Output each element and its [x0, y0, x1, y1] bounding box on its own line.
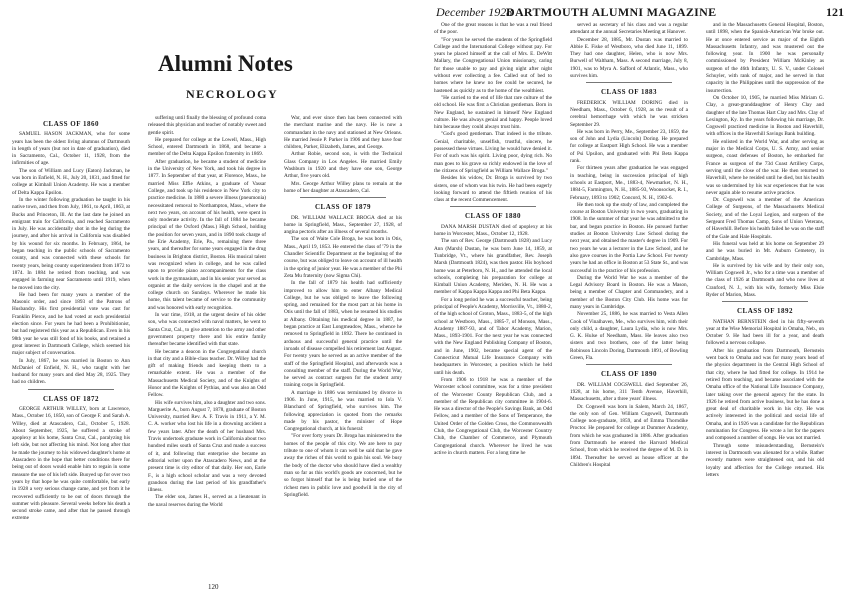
class-heading: CLASS OF 1880	[464, 212, 522, 221]
paragraph: For a long period he was a successful teacher, being principal of People's Academy, Morrisville, Vt., 1880-2, of the high school of Groton, Mass., 1883-5, of the high school at Westboro, Mass., 1885-7, of Monson, Mass., Academy 1887-93, and of Tabor Academy, Marion, Mass., 1893-1901. For the next year he was connected with the New England Publishing Company of Boston, and in June, 1902, became special agent of the Connecticut Mutual Life Insurance Company with headquarters in Worcester, a position which he held until his death.	[434, 296, 552, 376]
paragraph: The son of Rev. George (Dartmouth 1828) and Lucy Ann (Marsh) Dustan, he was born June 14, 1859, at Tunbridge, Vt., where his grandfather, Rev. Joseph Marsh (Dartmouth 1824), was then pastor. His boyhood home was at Peterboro, N. H., and he attended the local schools, completing his preparation for college at Kimball Union Academy, Meriden, N. H. He was a member of Kappa Kappa Kappa and Phi Beta Kappa.	[434, 238, 552, 296]
class-heading: CLASS OF 1879	[314, 203, 372, 212]
text-column	[12, 115, 130, 580]
page-number: 120	[208, 583, 219, 591]
paragraph: In the winter following graduation he taught in his native town, and then from July, 1861, to April, 1863, at Bucks and Princeton, Ill. At the last date he joined an emigrant train for California, and reached Sacramento in July. He was accidentally shot in the leg during the journey, and after his arrival in California was disabled by his wound for six months. In February, 1864, he began teaching in the public schools of Sacramento county, and was connected with these schools for twenty years, being county superintendent from 1872 to 1874. In 1884 he retired from teaching, and was engaged in farming near Sacramento until 1919, when he moved into the city.	[12, 196, 130, 291]
text-column	[706, 22, 824, 594]
paragraph: suffering until finally the blessing of profound coma released this physician and teacher of notably sweet and gentle spirit.	[148, 115, 266, 136]
class-heading: CLASS OF 1883	[600, 88, 658, 97]
paragraph: In July, 1867, he was married in Boston to Ann McDaniel of Enfield, N. H., who taught with her husband for many years and died May 28, 1925. They had no children.	[12, 357, 130, 386]
paragraph: He prepared for college at the Lowell, Mass., High School, entered Dartmouth in 1868, and became a member of the Delta Kappa Epsilon fraternity in 1869.	[148, 136, 266, 158]
paragraph: Mrs. George Arthur Willey plans to remain at the home of her daughter at Atascadero, Cal.	[284, 180, 402, 194]
paragraph: In the fall of 1879 his health had sufficiently improved to allow him to enter Albany Medical College, but he was obliged to leave the following spring, and remained for the most part at his home in Otis until the fall of 1883, when he resumed his studies at Albany. Obtaining his medical degree in 1887, he began practice at East Longmeadow, Mass., whence he removed to Springfield in 1892. There he continued in arduous and successful general practice until the inroads of disease compelled his retirement last August. For twenty years he served as an active member of the staff of the Springfield Hospital, and afterwards was a consulting member of the staff. During the World War, he served as contract surgeon for the student army training corps in Springfield.	[284, 280, 402, 389]
paragraph: The elder son, James H., served as a lieutenant in the naval reserves during the World	[148, 494, 266, 508]
text-column	[284, 115, 402, 580]
paragraph: A marriage in 1886 was terminated by divorce in 1906. In June, 1915, he was married to Iola V. Blanchard of Springfield, who survives him. The following appreciation is quoted from the remarks made by his pastor, the minister of Hope Congregational church, at his funeral:	[284, 389, 402, 433]
paragraph: "He carried to the end of life that rare culture of the old school. He was first a Christian gentleman. Born in New England, he sustained in himself New England culture. He was always genial and happy. People loved him because they could always trust him.	[434, 94, 552, 131]
paragraph: Besides his widow, Dr. Broga is survived by two sisters, one of whom was his twin. He had been eagerly looking forward to attend the fiftieth reunion of his class at the recent Commencement.	[434, 175, 552, 204]
text-column	[148, 115, 266, 580]
section-divider	[300, 197, 386, 198]
paragraph: After his graduation from Dartmouth, Bernstein went back to Omaha and was for many years head of the physics department in the Central High School of that city, where he had fitted for college. In 1914 he retired from teaching, and became associated with the Omaha office of the National Life Insurance Company, later taking over the general agency for the state. In 1926 he retired from active business, but he has done a great deal of charitable work in his city. He was actively interested in the political and social life of Omaha, and in 1926 was a candidate for the Republican nomination for Congress. He wrote a lot for the papers and composed a number of songs. He was not married.	[706, 347, 824, 442]
paragraph: He became a deacon in the Congregational church in that city and a Bible-class teacher. Dr. Willey had the gift of making friends and keeping them to a remarkable extent. He was a member of the Massachusetts Medical Society, and of the Knights of Honor and the Knights of Pythias, and was also an Odd Fellow.	[148, 348, 266, 399]
section-heading: NECROLOGY	[186, 87, 279, 101]
paragraph: GEORGE ARTHUR WILLEY, born at Lawrence, Mass., October 16, 1850, son of George F. and Sarah A. Willey, died at Atascadero, Cal., October 5, 1928. About September, 1925, he suffered a stroke of apoplexy at his home, Santa Cruz, Cal., paralyzing his left side, but not affecting his mind. Not long after that he made the journey to his widowed daughter's home at Atascadero in the hope that better conditions there for being out of doors would enable him to regain in some measure the use of his left side. Buoyed up for over two years by that hope he was quite comfortable, but early in 1928 a very serious change came, and yet from it he recovered sufficiently to be out of doors through the summer with pleasure. Several weeks before his death a second stroke came, and after that he passed through extreme	[12, 405, 130, 522]
paragraph: November 25, 1886, he was married to Vesta Allen Cook of Vinalhaven, Me., who survives him, with their only child, a daughter, Laura Lydia, who is now Mrs. G. K. Hulse of Needham, Mass. He leaves also two sisters and two brothers, one of the latter being Robinson Lincoln Doring, Dartmouth 1891, of Bowling Green, Fla.	[570, 311, 688, 362]
paragraph: He was born in Perry, Me., September 23, 1859, the son of John and Lydia (Lincoln) Doring. He prepared for college at Eastport High School. He was a member of Psi Upsilon, and graduated with Phi Beta Kappa rank.	[570, 128, 688, 165]
paragraph: NATHAN BERNSTEIN died in his fifty-seventh year at the Wise Memorial Hospital in Omaha, Neb., on October 9. He had been ill for a year, and death followed a nervous collapse.	[706, 318, 824, 347]
paragraph: He is survived by his wife and by their only son, William Cogswell Jr., who for a time was a member of the class of 1926 at Dartmouth and who now lives at Cranford, N. J., with his wife, formerly Miss Elsie Ryder of Marion, Mass.	[706, 262, 824, 298]
running-head-date: December 1928	[436, 5, 513, 19]
paragraph: Through some misunderstanding, Bernstein's interest in Dartmouth was alienated for a while. Rather recently matters were straightened out, and his old loyalty and affection for the College returned. His letters	[706, 442, 824, 478]
section-divider	[28, 389, 114, 390]
masthead-title: Alumni Notes	[158, 51, 293, 76]
section-divider	[722, 301, 808, 302]
paragraph: DANA MARSH DUSTAN died of apoplexy at his home in Worcester, Mass., October 12, 1928.	[434, 223, 552, 238]
paragraph: DR. WILLIAM COGSWELL died September 26, 1928, at his home, 311 Tenth Avenue, Haverhill, Massachusetts, after a three years' illness.	[570, 381, 688, 403]
paragraph: Arthur Robie, second son, is with the Technical Glass Company in Los Angeles. He married Emily Washburn in 1920 and they have one son, George Arthur, five years old.	[284, 151, 402, 180]
paragraph: DR. WILLIAM WALLACE BROGA died at his home in Springfield, Mass., September 27, 1928, of angina pectoris after an illness of several months.	[284, 214, 402, 236]
paragraph: December 28, 1885, Mr. Dustan was married to Abbie E. Fiske of Westboro, who died June 11, 1899. They had one daughter, Helen, who is now Mrs. Burwell of Waltham, Mass. A second marriage, July 8, 1901, was to Myra A. Safford of Atlantic, Mass., who survives him.	[570, 36, 688, 80]
section-divider	[586, 364, 672, 365]
paragraph: For thirteen years after graduation he was engaged in teaching, being in succession principal of high schools at Eastport, Me., 1883-4, Newmarket, N. H., 1884-5, Farmington, N. H., 1885-93, Woonsocket, R. I., February, 1893 to 1902; Concord, N. H., 1902-6.	[570, 165, 688, 201]
right-page	[426, 0, 852, 600]
paragraph: The son of William and Lucy (Eaton) Jackman, he was born in Enfield, N. H., July 20, 1831, and fitted for college at Kimball Union Academy. He was a member of Delta Kappa Epsilon.	[12, 167, 130, 196]
class-heading: CLASS OF 1892	[736, 307, 794, 316]
paragraph: In war time, 1918, at the urgent desire of his older son, who was connected with naval matters, he went to Santa Cruz, Cal., to give attention to the army and other government property there and his entire family thereafter became identified with that state.	[148, 312, 266, 348]
paragraph: War, and ever since then has been connected with the merchant marine and the navy. He is now a commandant in the navy and stationed at New Orleans. He married Jessie P. Parker in 1906 and they have four children, Parker, Elizabeth, James, and George.	[284, 115, 402, 151]
class-heading: CLASS OF 1860	[42, 120, 100, 128]
paragraph: "For over forty years Dr. Broga has ministered to the homes of the people of this city. We are here to pay tribute to one of whom it can well be said that he gave away the riches of this world to gain his soul. We busy the body of the doctor who should have died a wealthy man so far as this world's goods are concerned, but he so forgot himself that he is being buried one of the richest men in public love and goodwill in the city of Springfield.	[284, 433, 402, 498]
paragraph: His wife survives him, also a daughter and two sons. Marguerite A., born August 7, 1878, graduate of Boston University, married Rev. A. F. Travis in 1911, a Y. M. C. A. worker who lost his life in a drowning accident a few years later. After the death of her husband Mrs. Travis undertook graduate work in California about two hundred miles south of Santa Cruz and made a success of it, and following that enterprise she became an editorial writer upon the Atascadero News, and at the present time is city editor of that daily. Her son, Earle F., is a high school scholar and was a very devoted grandson during the last period of his grandfather's illness.	[148, 399, 266, 494]
paragraph: His funeral was held at his home on September 29 and he was buried in Mt. Auburn Cemetery, in Cambridge, Mass.	[706, 240, 824, 262]
paragraph: The son of Waite Cole Broga, he was born in Otis, Mass., April 19, 1853. He entered the class of '79 in the Chandler Scientific Department at the beginning of the course, but was obliged to leave on account of ill health in the spring of junior year. He was a member of the Phi Zeta Mu fraternity (now Sigma Chi).	[284, 236, 402, 279]
paragraph: On October 10, 1905, he married Miss Miriam G. Clay, a great-granddaughter of Henry Clay and daughter of the late Thomas Hart Clay and Mrs. Clay of Lexington, Ky. In the years following his marriage, Dr. Cogswell practiced medicine in Boston and Haverhill, with offices in the Haverhill Savings Bank building.	[706, 94, 824, 138]
section-divider	[586, 82, 672, 83]
text-column	[434, 22, 552, 594]
paragraph: During the World War he was a member of the Legal Advisory Board in Boston. He was a Mason, being a member of Chapter and Commandery, and a member of the Boston City Club. His home was for many years in Cambridge.	[570, 274, 688, 310]
paragraph: and in the Massachusetts General Hospital, Boston, until 1898, when the Spanish-American War broke out. He at once entered service as major of the Eighth Massachusetts Infantry, and was mustered out the following year. In 1900 he was personally commissioned by President William McKinley as surgeon of the 46th Infantry, U. S. V., under Colonel Schuyler, with rank of major, and he served in that capacity in the Philippines until the suppression of the insurrection.	[706, 22, 824, 94]
class-heading: CLASS OF 1890	[600, 370, 658, 379]
paragraph: SAMUEL HASON JACKMAN, who for some years has been the oldest living alumnus of Dartmouth in length of years (but not in date of graduation), died in Sacramento, Cal., October 11, 1928, from the infirmities of age.	[12, 131, 130, 167]
section-divider	[450, 206, 536, 207]
paragraph: One of the great reasons is that he was a real friend of the poor.	[434, 22, 552, 36]
paragraph: He had been for many years a member of the Masonic order, and since 1893 of the Patrons of Husbandry. His first presidential vote was cast for Franklin Pierce, and he had voted at each presidential election since. For years he had been a Prohibitionist, but had registered this year as a Republican. Even in his 98th year he was still fond of his books, and retained a great interest in Dartmouth College, which seemed his major subject of conversation.	[12, 291, 130, 357]
paragraph: served as secretary of his class and was a regular attendant at the annual Secretaries Meeting at Hanover.	[570, 22, 688, 36]
paragraph: "For years he served the students of the Springfield College and the International College without pay. For years he placed himself at the call of Mrs. E. DeWitt Mallary, the Congregational Union missionary, caring for those unable to pay and giving night after night without ever collecting a fee. Called out of bed to homes where he knew no fee could be secured, he hastened as quickly as to the home of the wealthiest.	[434, 36, 552, 94]
paragraph: FREDERICK WILLIAM DORING died in Needham, Mass., October 6, 1928, as the result of a cerebral hemorrhage with which he was stricken September 29.	[570, 99, 688, 128]
class-heading: CLASS OF 1872	[42, 394, 100, 403]
text-column	[570, 22, 688, 594]
paragraph: From 1906 to 1918 he was a member of the Worcester school committee, was for a time president of the Worcester County Republican Club, and a member of the Republican city committee in 1904-6. He was a director of the People's Savings Bank, an Odd Fellow, and a member of the Sons of Temperance, the United Order of the Golden Cross, the Commonwealth Club, the Congregational Club, the Worcester Country Club, the Chamber of Commerce, and Plymouth Congregational church. Wherever he lived he was active in church matters. For a long time he	[434, 376, 552, 456]
paragraph: After graduation, he became a student of medicine in the University of New York, and took his degree in 1877. In September of that year, at Florence, Mass., he married Miss Effie Atkins, a graduate of Vassar College, and took up his residence in New York city to practice medicine. In 1880 a severe illness (pneumonia) necessitated removal to Northampton, Mass., where the next two years, on account of his health, were spent in only moderate activity. In the fall of 1884 he became principal of the Oxford (Mass.) High School, holding the position for seven years, and in 1890 took charge of the Erie Academy, Erie, Pa., remaining there three years, and thereafter for some years engaged in the drug business in Brighton district, Boston. His musical talent was recognized when in college, and he was called upon to provide piano accompaniments for the class work in the gymnasium, and in his senior year served as organist at the daily services in the chapel and at the college church on Sundays. Wherever he made his home, this talent became of service to the community and was honored with early recognition.	[148, 158, 266, 311]
paragraph: Dr. Cogswell was born in Salem, March 24, 1867, the only son of Gen. William Cogswell, Dartmouth College non-graduate, 1859, and of Emma Thorndike Proctor. He prepared for college at Dummer Academy, from which he was graduated in 1886. After graduation from Dartmouth he entered the Harvard Medical School, from which he received the degree of M. D. in 1894. Thereafter he served as house officer at the Children's Hospital	[570, 403, 688, 468]
paragraph: He enlisted in the World War, and after serving as major in the Medical Corps, U. S. Army, and senior surgeon, coast defenses of Boston, he embarked for France as surgeon of the 73d Coast Artillery Corps, serving until the close of the war. He then returned to Haverhill, where he resided until he died, but his health was so undermined by his war experiences that he was never again able to resume active practice.	[706, 138, 824, 196]
page-number: 121	[826, 5, 844, 19]
paragraph: "God's good gentleman. That indeed is the tribute. Genial, charitable, unselfish, trustful, sincere, he possessed these virtues. Living he would have denied it. For of such was his spirit. Living poor, dying rich. No man goes to his grave so richly endowed in the love of the citizens of Springfield as William Wallace Broga."	[434, 131, 552, 174]
paragraph: Dr. Cogswell was a member of the American College of Surgeons, of the Massachusetts Medical Society, and of the Loyal Legion, and surgeon of the Sergeant Fred Thomas Camp, Sons of Union Veterans, of Haverhill. Before his health failed he was on the staff of the Gale and Hale Hospitals.	[706, 197, 824, 240]
paragraph: He then took up the study of law, and completed the course at Boston University in two years, graduating in 1908. In the summer of that year he was admitted to the bar, and began practice in Boston. He pursued further studies at Boston University Law School during the next year, and obtained the master's degree in 1909. For two years he was a lecturer in the Law School, and he also gave courses in the Portia Law School. For twenty years he had an office in Boston at 53 State St., and was successful in the practice of his profession.	[570, 201, 688, 274]
running-head-title: DARTMOUTH ALUMNI MAGAZINE	[506, 5, 717, 19]
